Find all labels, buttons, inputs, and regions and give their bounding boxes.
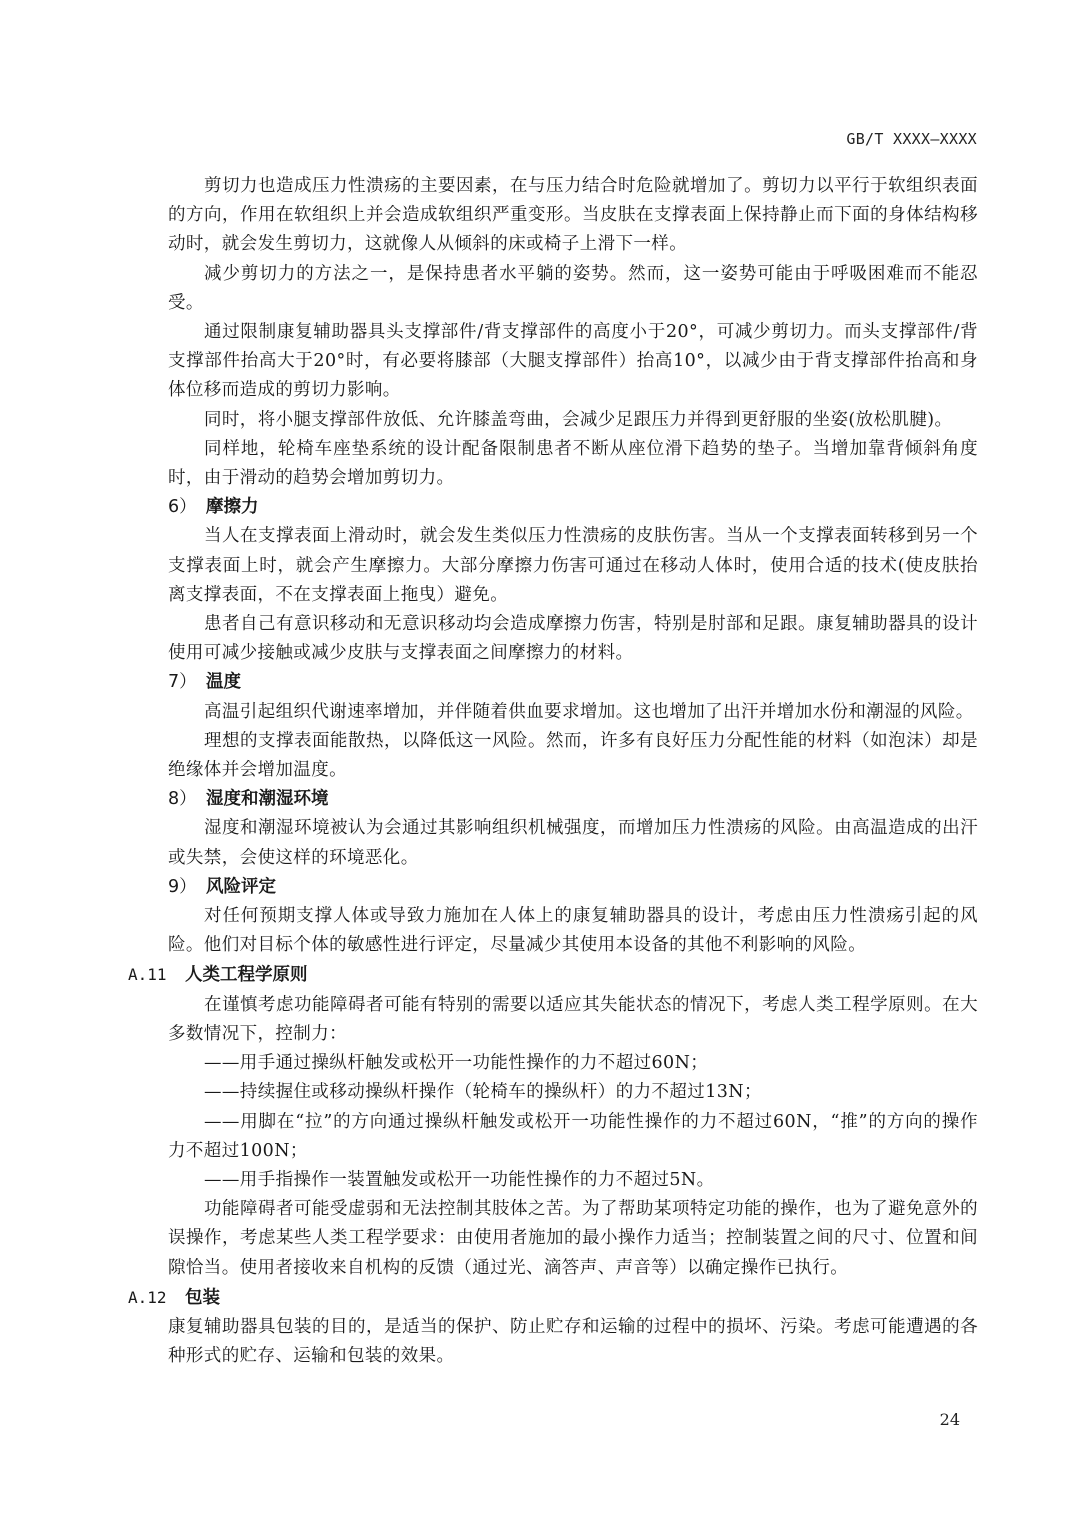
paragraph-packaging: 康复辅助器具包装的目的，是适当的保护、防止贮存和运输的过程中的损坏、污染。考虑可能遭遇的各种形式的贮存、运输和包装的效果。 <box>168 1316 978 1367</box>
paragraph-humidity: 湿度和潮湿环境被认为会通过其影响组织机械强度，而增加压力性溃疡的风险。由高温造成的出汗或失禁，会使这样的环境恶化。 <box>168 818 978 868</box>
paragraph-temperature-a: 高温引起组织代谢速率增加，并伴随着供血要求增加。这也增加了出汗并增加水份和潮湿的风险。 <box>204 701 974 722</box>
item-number: 7） <box>168 672 197 693</box>
section-title: 人类工程学原则 <box>185 965 308 986</box>
paragraph-risk-assessment: 对任何预期支撑人体或导致力施加在人体上的康复辅助器具的设计，考虑由压力性溃疡引起的风险。他们对目标个体的敏感性进行评定，尽量减少其使用本设备的其他不利影响的风险。 <box>168 906 978 956</box>
item-title: 风险评定 <box>206 876 276 897</box>
document-code-header: GB/T XXXX—XXXX <box>846 130 977 148</box>
paragraph-support-angle: 通过限制康复辅助器具头支撑部件/背支撑部件的高度小于20°，可减少剪切力。而头支撑部件/背支撑部件抬高大于20°时，有必要将膝部（大腿支撑部件）抬高10°，以减少由于背支撑部件抬高和身体位移而造成的剪切力影响。 <box>168 322 978 401</box>
dash-item-foot-pull: ——用脚在“拉”的方向通过操纵杆触发或松开一功能性操作的力不超过60N，“推”的方向的操作力不超过100N； <box>168 1111 978 1161</box>
dash-item-hold-lever: ——持续握住或移动操纵杆操作（轮椅车的操纵杆）的力不超过13N； <box>204 1082 762 1103</box>
page-number: 24 <box>939 1410 960 1429</box>
paragraph-reduce-shear: 减少剪切力的方法之一，是保持患者水平躺的姿势。然而，这一姿势可能由于呼吸困难而不能忍受。 <box>168 263 978 313</box>
item-number: 6） <box>168 497 197 518</box>
paragraph-ergonomics-requirements: 功能障碍者可能受虚弱和无法控制其肢体之苦。为了帮助某项特定功能的操作，也为了避免意外的误操作，考虑某些人类工程学要求：由使用者施加的最小操作力适当；控制装置之间的尺寸、位置和间隙恰当。使用者接收来自机构的反馈（通过光、滴答声、声音等）以确定操作已执行。 <box>168 1199 978 1278</box>
item-heading-temperature <box>168 668 978 697</box>
paragraph-friction-b: 患者自己有意识移动和无意识移动均会造成摩擦力伤害，特别是肘部和足跟。康复辅助器具的设计使用可减少接触或减少皮肤与支撑表面之间摩擦力的材料。 <box>168 614 978 664</box>
paragraph-ergonomics-intro: 在谨慎考虑功能障碍者可能有特别的需要以适应其失能状态的情况下，考虑人类工程学原则。在大多数情况下，控制力： <box>168 994 978 1044</box>
paragraph-temperature-b: 理想的支撑表面能散热，以降低这一风险。然而，许多有良好压力分配性能的材料（如泡沫）却是绝缘体并会增加温度。 <box>168 730 978 781</box>
paragraph-lower-leg: 同时，将小腿支撑部件放低、允许膝盖弯曲，会减少足跟压力并得到更舒服的坐姿(放松肌腱)。 <box>204 409 953 430</box>
item-number: 9） <box>168 876 197 897</box>
section-title: 包装 <box>185 1287 220 1308</box>
section-heading-ergonomics <box>128 960 978 990</box>
item-title: 湿度和潮湿环境 <box>206 789 329 810</box>
item-number: 8） <box>168 789 197 810</box>
dash-item-finger: ——用手指操作一装置触发或松开一功能性操作的力不超过5N。 <box>204 1169 715 1190</box>
item-heading-friction <box>168 493 978 522</box>
item-heading-risk-assessment <box>168 873 978 902</box>
item-heading-humidity <box>168 785 978 814</box>
document-body <box>128 172 978 1371</box>
item-title: 摩擦力 <box>206 497 259 518</box>
section-number: A.11 <box>128 965 167 985</box>
section-heading-packaging <box>128 1283 978 1313</box>
paragraph-friction-a: 当人在支撑表面上滑动时，就会发生类似压力性溃疡的皮肤伤害。当从一个支撑表面转移到另一个支撑表面上时，就会产生摩擦力。大部分摩擦力伤害可通过在移动人体时，使用合适的技术(使皮肤抬离支撑表面，不在支撑表面上拖曳）避免。 <box>168 526 978 605</box>
paragraph-wheelchair-cushion: 同样地，轮椅车座垫系统的设计配备限制患者不断从座位滑下趋势的垫子。当增加靠背倾斜角度时，由于滑动的趋势会增加剪切力。 <box>168 438 978 489</box>
section-number: A.12 <box>128 1287 167 1307</box>
item-title: 温度 <box>206 672 241 693</box>
paragraph-shear-force: 剪切力也造成压力性溃疡的主要因素，在与压力结合时危险就增加了。剪切力以平行于软组织表面的方向，作用在软组织上并会造成软组织严重变形。当皮肤在支撑表面上保持静止而下面的身体结构移动时，就会发生剪切力，这就像人从倾斜的床或椅子上滑下一样。 <box>168 176 978 255</box>
dash-item-hand-lever: ——用手通过操纵杆触发或松开一功能性操作的力不超过60N； <box>204 1053 709 1074</box>
